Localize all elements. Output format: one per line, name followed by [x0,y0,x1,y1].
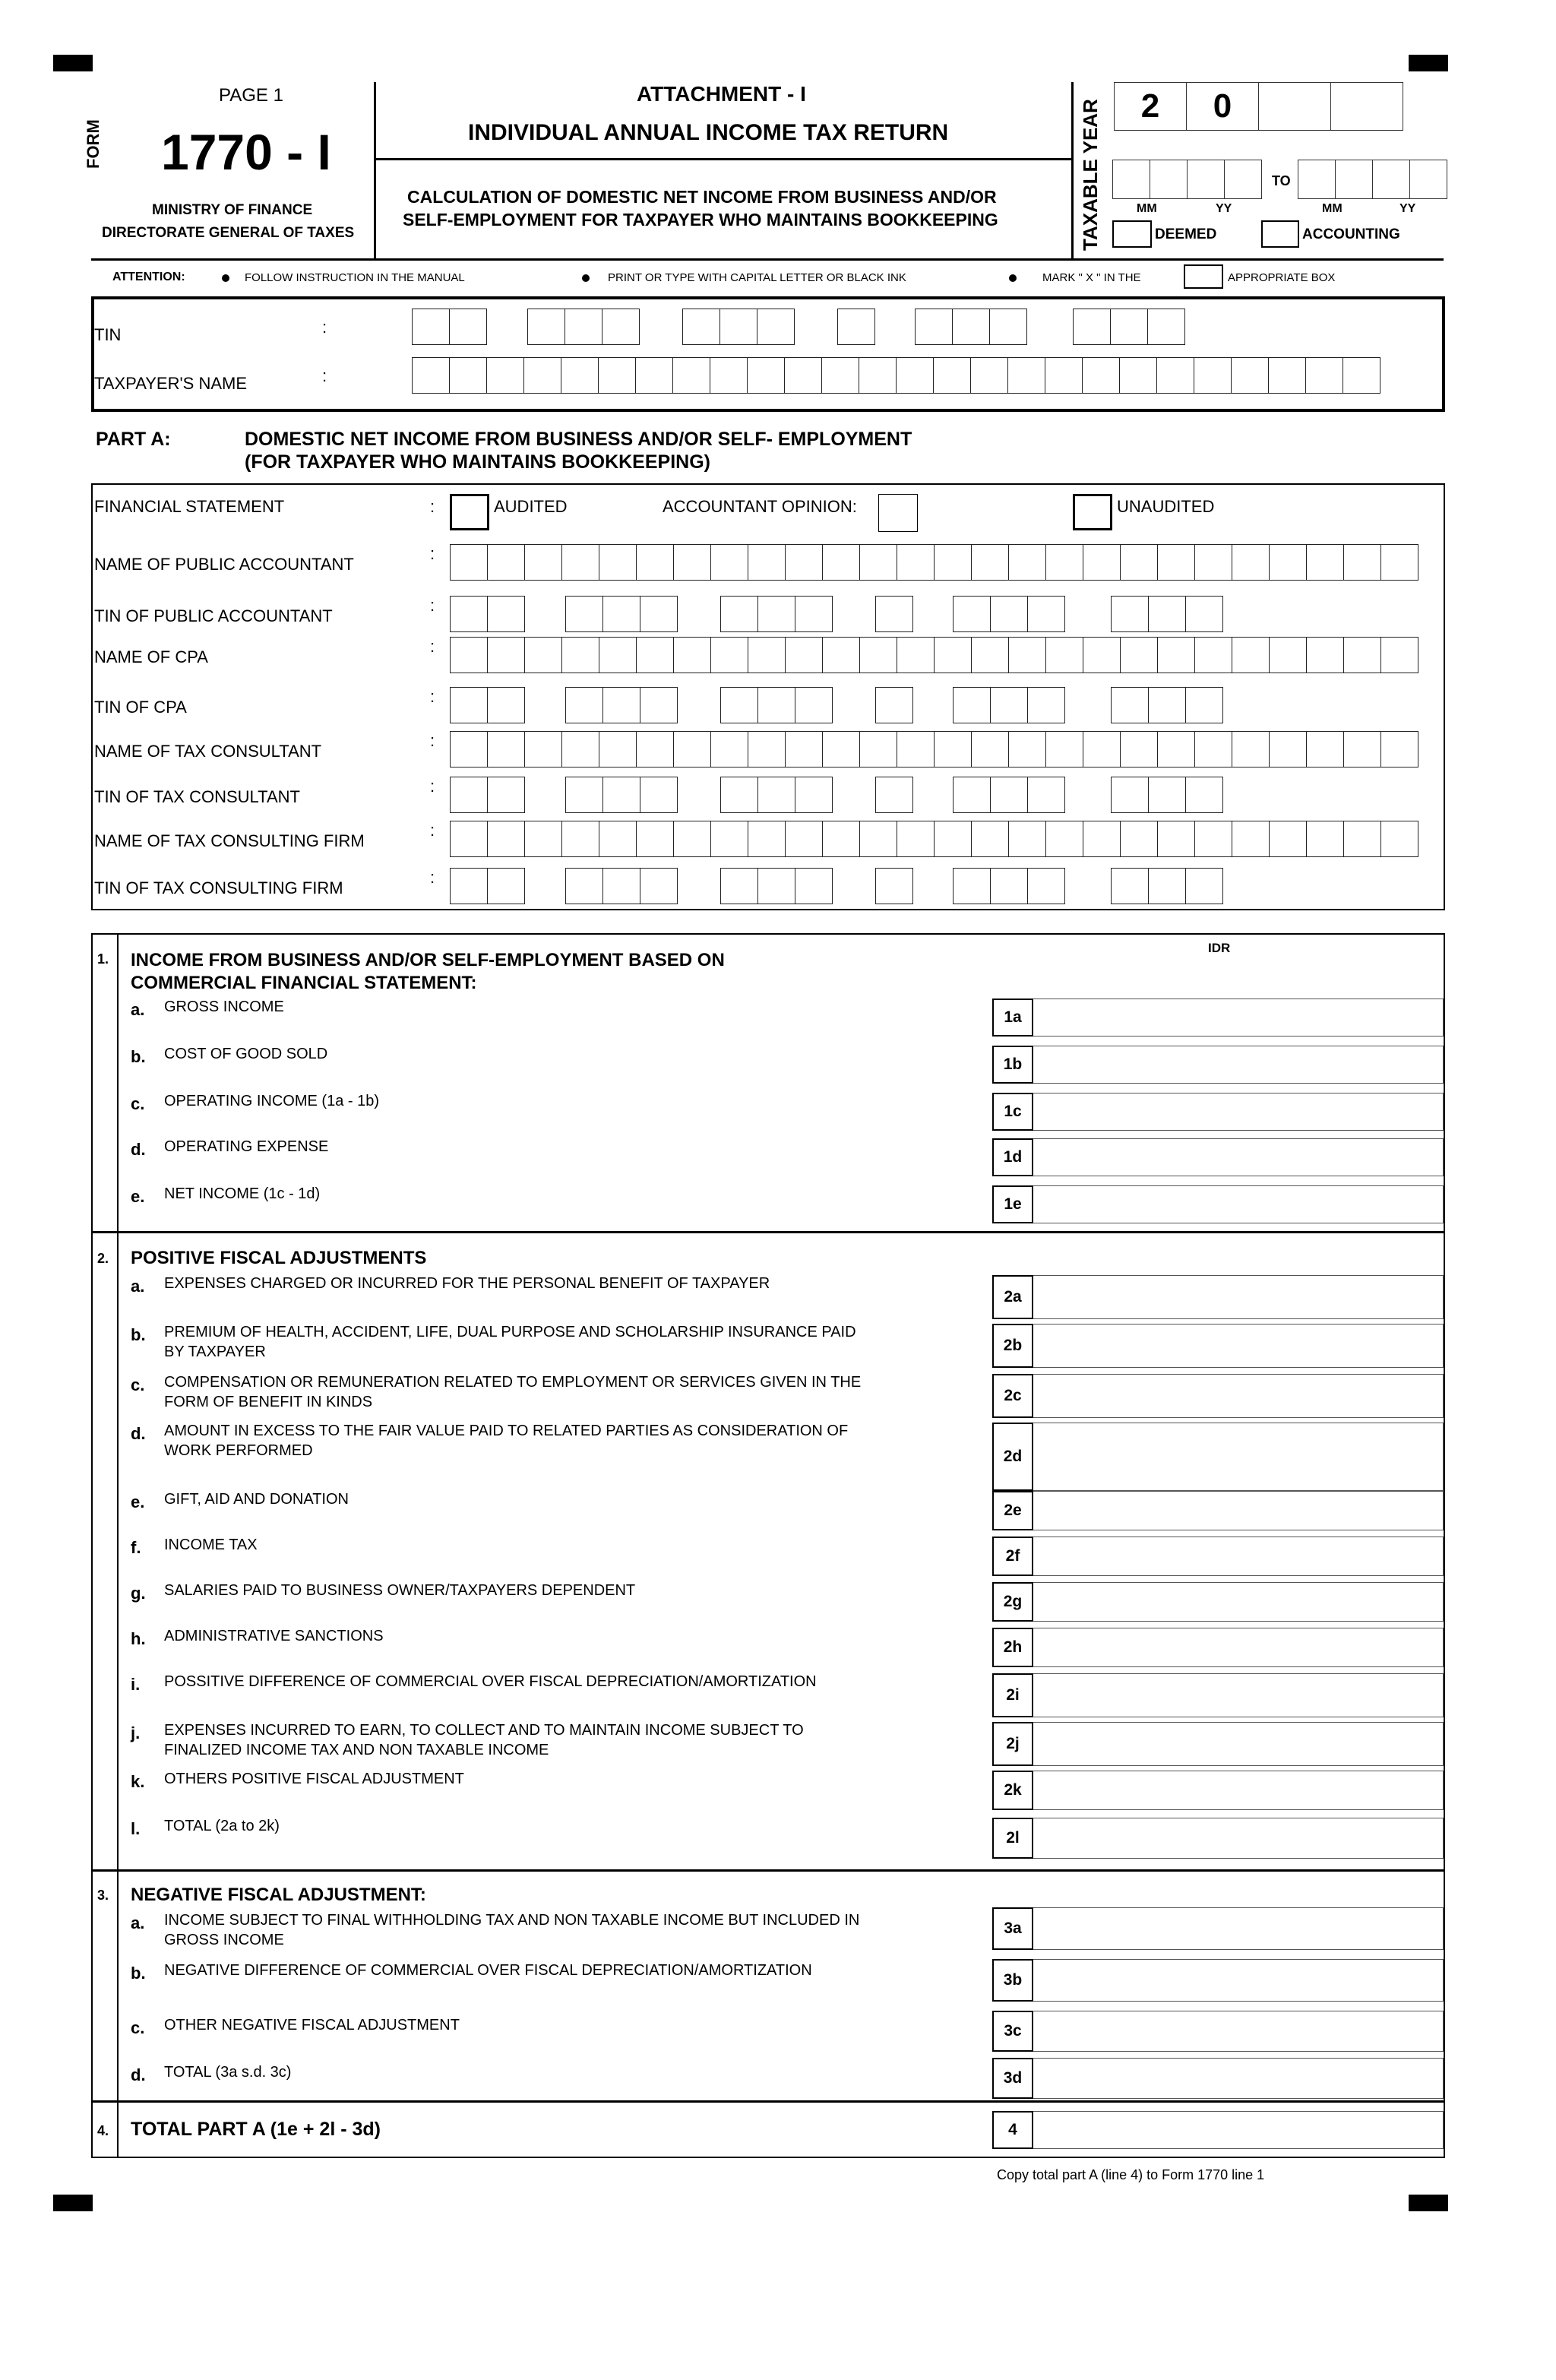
header-divider [374,82,376,260]
financial-tin-input[interactable] [953,868,1064,904]
item-letter: d. [131,2065,146,2084]
item-description-cont: GROSS INCOME [164,1932,284,1948]
calc-title-line1: CALCULATION OF DOMESTIC NET INCOME FROM BUSINESS AND/OR [407,187,997,207]
amount-input-2h[interactable] [1033,1628,1444,1667]
line-code-3c: 3c [992,2011,1033,2052]
taxpayer-tin-input[interactable] [527,309,639,345]
period-from-yy[interactable] [1187,160,1225,199]
item-description: PREMIUM OF HEALTH, ACCIDENT, LIFE, DUAL PURPOSE AND SCHOLARSHIP INSURANCE PAID [164,1324,856,1340]
year-digit-3[interactable] [1258,82,1331,131]
section-divider [91,2100,1445,2103]
colon: : [430,687,435,706]
period-from-yy[interactable] [1224,160,1262,199]
amount-input-3b[interactable] [1033,1959,1444,2002]
taxpayer-name-input[interactable] [412,357,1380,394]
item-description: OPERATING EXPENSE [164,1138,329,1155]
header-bottom-rule [91,258,1444,261]
line-code-1a: 1a [992,999,1033,1037]
amount-input-2k[interactable] [1033,1771,1444,1810]
directorate: DIRECTORATE GENERAL OF TAXES [102,225,355,241]
year-digit-4[interactable] [1330,82,1403,131]
financial-tin-input[interactable] [565,777,677,813]
financial-row-label: NAME OF TAX CONSULTING FIRM [94,831,365,850]
item-letter: b. [131,1964,146,1983]
bullet-icon [222,274,229,282]
deemed-label: DEEMED [1155,226,1217,242]
amount-input-2f[interactable] [1033,1537,1444,1576]
deemed-checkbox[interactable] [1112,220,1152,248]
section-title: INCOME FROM BUSINESS AND/OR SELF-EMPLOYMENT BASED ON [131,950,725,970]
financial-tin-input[interactable] [450,687,524,723]
item-letter: b. [131,1047,146,1066]
part-a-title: DOMESTIC NET INCOME FROM BUSINESS AND/OR SELF- EMPLOYMENT [245,429,912,450]
item-letter: a. [131,1277,145,1296]
financial-tin-input[interactable] [565,868,677,904]
financial-row-label: NAME OF PUBLIC ACCOUNTANT [94,555,354,574]
form-label: FORM [84,119,103,169]
unaudited-checkbox[interactable] [1073,494,1112,530]
financial-tin-input[interactable] [565,687,677,723]
line-code-2e: 2e [992,1491,1033,1530]
yy-label: YY [1216,202,1232,215]
amount-input-1c[interactable] [1033,1093,1444,1131]
colon: : [430,596,435,615]
financial-name-input[interactable] [450,544,1418,581]
financial-row-label: NAME OF CPA [94,647,208,666]
financial-name-input[interactable] [450,731,1418,767]
colon: : [430,777,435,796]
item-letter: b. [131,1325,146,1344]
financial-tin-input[interactable] [953,596,1064,632]
item-letter: g. [131,1584,146,1603]
period-from-mm[interactable] [1112,160,1150,199]
bullet-icon [1009,274,1017,282]
section-title: TOTAL PART A (1e + 2l - 3d) [131,2119,381,2140]
section-number: 2. [97,1251,109,1266]
number-column-rule [117,933,119,2158]
colon: : [430,731,435,750]
return-title: INDIVIDUAL ANNUAL INCOME TAX RETURN [468,120,949,145]
colon: : [430,637,435,656]
amount-input-2l[interactable] [1033,1818,1444,1859]
amount-input-1b[interactable] [1033,1046,1444,1084]
yy-label: YY [1399,202,1416,215]
item-letter: c. [131,2018,145,2037]
audited-checkbox[interactable] [450,494,489,530]
attention-item: APPROPRIATE BOX [1228,271,1336,284]
financial-tin-input[interactable] [875,777,912,813]
amount-input-1d[interactable] [1033,1138,1444,1176]
registration-mark [1409,2195,1448,2211]
amount-input-4[interactable] [1033,2111,1444,2149]
line-code-2j: 2j [992,1722,1033,1766]
item-description: NEGATIVE DIFFERENCE OF COMMERCIAL OVER FISCAL DEPRECIATION/AMORTIZATION [164,1962,812,1979]
financial-tin-input[interactable] [1111,687,1222,723]
financial-tin-input[interactable] [450,868,524,904]
item-letter: f. [131,1538,141,1557]
item-description: EXPENSES CHARGED OR INCURRED FOR THE PERSONAL BENEFIT OF TAXPAYER [164,1275,770,1292]
attention-item: PRINT OR TYPE WITH CAPITAL LETTER OR BLACK INK [608,271,906,284]
item-description-cont: FINALIZED INCOME TAX AND NON TAXABLE INCOME [164,1742,549,1758]
amount-input-2c[interactable] [1033,1374,1444,1418]
line-code-2i: 2i [992,1673,1033,1717]
line-code-2l: 2l [992,1818,1033,1859]
accountant-opinion-input[interactable] [878,494,918,532]
item-description: COST OF GOOD SOLD [164,1046,328,1062]
item-description-cont: BY TAXPAYER [164,1343,266,1360]
tin-label: TIN [94,325,122,344]
taxpayer-name-label: TAXPAYER'S NAME [94,374,248,393]
financial-tin-input[interactable] [720,687,832,723]
item-description: INCOME TAX [164,1537,258,1553]
line-code-1b: 1b [992,1046,1033,1084]
financial-row-label: TIN OF TAX CONSULTANT [94,787,300,806]
header-divider [1071,82,1074,260]
line-code-3b: 3b [992,1959,1033,2002]
financial-tin-input[interactable] [720,868,832,904]
mm-label: MM [1137,202,1157,215]
item-description: OPERATING INCOME (1a - 1b) [164,1093,380,1109]
amount-input-2i[interactable] [1033,1673,1444,1717]
item-description-cont: FORM OF BENEFIT IN KINDS [164,1394,373,1410]
calc-title-line2: SELF-EMPLOYMENT FOR TAXPAYER WHO MAINTAINS BOOKKEEPING [403,210,998,229]
currency-label: IDR [1208,941,1231,955]
line-code-3d: 3d [992,2058,1033,2099]
item-letter: c. [131,1094,145,1113]
bullet-icon [582,274,590,282]
section-number: 3. [97,1888,109,1903]
line-code-2b: 2b [992,1324,1033,1368]
financial-tin-input[interactable] [720,777,832,813]
item-description: OTHER NEGATIVE FISCAL ADJUSTMENT [164,2017,460,2033]
section-title: COMMERCIAL FINANCIAL STATEMENT: [131,973,477,993]
financial-tin-input[interactable] [875,596,912,632]
period-to-mm[interactable] [1335,160,1373,199]
financial-tin-input[interactable] [565,596,677,632]
taxpayer-tin-input[interactable] [1073,309,1184,345]
financial-tin-input[interactable] [953,687,1064,723]
line-code-4: 4 [992,2111,1033,2149]
colon: : [322,366,327,385]
item-description: POSSITIVE DIFFERENCE OF COMMERCIAL OVER FISCAL DEPRECIATION/AMORTIZATION [164,1673,817,1690]
part-a-subtitle: (FOR TAXPAYER WHO MAINTAINS BOOKKEEPING) [245,451,710,473]
item-letter: e. [131,1187,145,1206]
line-code-2a: 2a [992,1275,1033,1319]
header-divider [374,158,1073,160]
item-description-cont: WORK PERFORMED [164,1442,313,1459]
financial-tin-input[interactable] [450,596,524,632]
attention-label: ATTENTION: [112,271,185,283]
item-description: TOTAL (2a to 2k) [164,1818,280,1834]
item-letter: c. [131,1375,145,1394]
item-description: INCOME SUBJECT TO FINAL WITHHOLDING TAX AND NON TAXABLE INCOME BUT INCLUDED IN [164,1912,860,1929]
item-letter: e. [131,1492,145,1511]
financial-tin-input[interactable] [875,868,912,904]
to-label: TO [1272,173,1291,188]
page-label: PAGE 1 [219,85,283,106]
amount-input-1a[interactable] [1033,999,1444,1037]
registration-mark [1409,55,1448,71]
period-to-yy[interactable] [1372,160,1410,199]
mm-label: MM [1322,202,1343,215]
line-code-1e: 1e [992,1185,1033,1223]
attachment-title: ATTACHMENT - I [637,82,806,106]
sample-box [1184,264,1223,289]
accountant-opinion-label: ACCOUNTANT OPINION: [663,497,857,516]
section-divider [91,1231,1445,1233]
financial-name-input[interactable] [450,637,1418,673]
item-description: OTHERS POSITIVE FISCAL ADJUSTMENT [164,1771,464,1787]
period-to-mm[interactable] [1298,160,1336,199]
financial-row-label: TIN OF TAX CONSULTING FIRM [94,878,343,897]
line-code-1c: 1c [992,1093,1033,1131]
taxpayer-tin-input[interactable] [837,309,874,345]
item-description: GIFT, AID AND DONATION [164,1491,349,1508]
financial-tin-input[interactable] [720,596,832,632]
financial-tin-input[interactable] [1111,596,1222,632]
audited-label: AUDITED [494,497,568,516]
attention-item: FOLLOW INSTRUCTION IN THE MANUAL [245,271,465,284]
line-code-2k: 2k [992,1771,1033,1810]
line-code-2f: 2f [992,1537,1033,1576]
amount-input-2b[interactable] [1033,1324,1444,1368]
amount-input-3c[interactable] [1033,2011,1444,2052]
financial-statement-label: FINANCIAL STATEMENT [94,497,285,516]
line-code-2c: 2c [992,1374,1033,1418]
financial-tin-input[interactable] [1111,777,1222,813]
item-description: AMOUNT IN EXCESS TO THE FAIR VALUE PAID TO RELATED PARTIES AS CONSIDERATION OF [164,1423,849,1439]
amount-input-2j[interactable] [1033,1722,1444,1766]
taxable-year-label: TAXABLE YEAR [1079,99,1102,251]
footer-note: Copy total part A (line 4) to Form 1770 line 1 [997,2167,1265,2182]
amount-input-2g[interactable] [1033,1582,1444,1622]
attention-item: MARK " X " IN THE [1042,271,1141,284]
line-code-2h: 2h [992,1628,1033,1667]
financial-name-input[interactable] [450,821,1418,857]
item-letter: a. [131,1000,145,1019]
section-title: POSITIVE FISCAL ADJUSTMENTS [131,1248,427,1268]
year-digit-2[interactable]: 0 [1186,82,1259,131]
period-to-yy[interactable] [1409,160,1447,199]
amount-input-1e[interactable] [1033,1185,1444,1223]
accounting-label: ACCOUNTING [1302,226,1400,242]
colon: : [430,497,435,516]
form-number: 1770 - I [161,124,331,180]
financial-row-label: TIN OF CPA [94,698,187,717]
item-letter: j. [131,1723,141,1742]
item-letter: l. [131,1819,141,1838]
line-code-3a: 3a [992,1907,1033,1950]
registration-mark [53,55,93,71]
line-code-2g: 2g [992,1582,1033,1622]
item-description: NET INCOME (1c - 1d) [164,1185,321,1202]
colon: : [430,868,435,887]
unaudited-label: UNAUDITED [1117,497,1215,516]
colon: : [322,318,327,337]
item-description: EXPENSES INCURRED TO EARN, TO COLLECT AND TO MAINTAIN INCOME SUBJECT TO [164,1722,804,1739]
item-letter: i. [131,1675,141,1694]
financial-row-label: TIN OF PUBLIC ACCOUNTANT [94,606,333,625]
accounting-checkbox[interactable] [1261,220,1299,248]
item-letter: a. [131,1913,145,1932]
line-code-1d: 1d [992,1138,1033,1176]
financial-tin-input[interactable] [1111,868,1222,904]
item-letter: h. [131,1629,146,1648]
colon: : [430,544,435,563]
item-description: ADMINISTRATIVE SANCTIONS [164,1628,384,1644]
registration-mark [53,2195,93,2211]
amount-input-2a[interactable] [1033,1275,1444,1319]
taxpayer-tin-input[interactable] [915,309,1026,345]
item-letter: k. [131,1772,145,1791]
amount-input-3d[interactable] [1033,2058,1444,2099]
period-from-mm[interactable] [1150,160,1188,199]
item-description: GROSS INCOME [164,999,284,1015]
section-divider [91,1869,1445,1872]
colon: : [430,821,435,840]
item-letter: d. [131,1140,146,1159]
item-description: SALARIES PAID TO BUSINESS OWNER/TAXPAYERS DEPENDENT [164,1582,636,1599]
financial-row-label: NAME OF TAX CONSULTANT [94,742,322,761]
financial-tin-input[interactable] [953,777,1064,813]
section-title: NEGATIVE FISCAL ADJUSTMENT: [131,1885,426,1905]
amount-input-2d[interactable] [1033,1423,1444,1491]
amount-input-2e[interactable] [1033,1491,1444,1530]
financial-tin-input[interactable] [875,687,912,723]
financial-tin-input[interactable] [450,777,524,813]
amount-input-3a[interactable] [1033,1907,1444,1950]
part-a-label: PART A: [96,429,171,450]
section-number: 4. [97,2123,109,2138]
line-code-2d: 2d [992,1423,1033,1491]
section-number: 1. [97,951,109,967]
item-letter: d. [131,1424,146,1443]
item-description: COMPENSATION OR REMUNERATION RELATED TO EMPLOYMENT OR SERVICES GIVEN IN THE [164,1374,862,1391]
ministry: MINISTRY OF FINANCE [152,202,313,218]
year-digit-1[interactable]: 2 [1114,82,1187,131]
item-description: TOTAL (3a s.d. 3c) [164,2064,292,2081]
taxpayer-tin-input[interactable] [682,309,794,345]
taxpayer-tin-input[interactable] [412,309,486,345]
